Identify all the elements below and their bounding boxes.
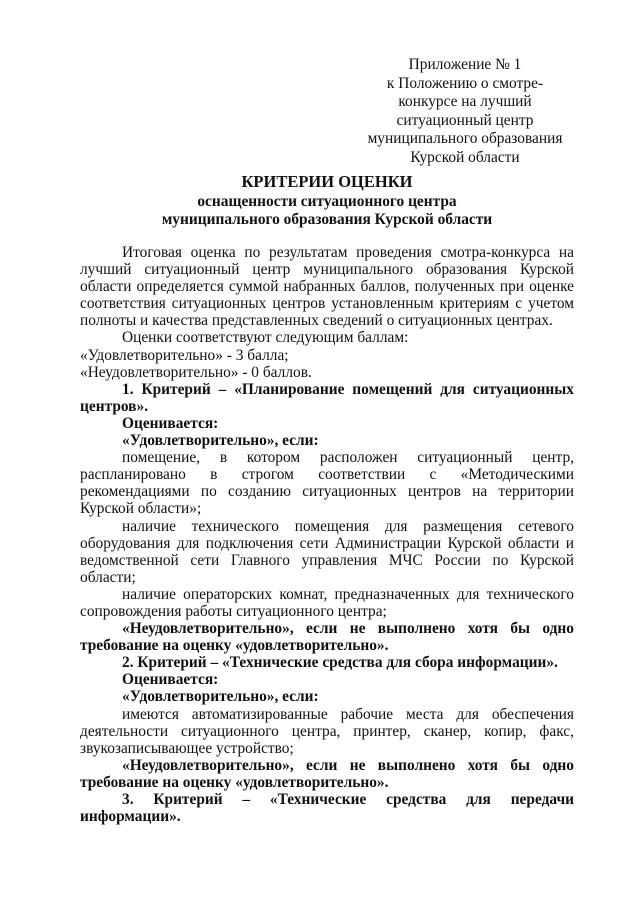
criterion-1-item: наличие операторских комнат, предназначенных для технического сопровождения работы ситуационного центра; (80, 585, 574, 620)
unsatisfactory-if-text: «Неудовлетворительно», если не выполнено хотя бы одно требование на оценку «удовлетворительно». (80, 756, 574, 791)
appendix-block (360, 56, 570, 168)
scores-intro: Оценки соответствуют следующим баллам: (122, 329, 409, 347)
document-subtitle-line2: муниципального образования Курской области (161, 211, 493, 228)
appendix-line: Приложение № 1 (408, 56, 522, 73)
score-unsatisfactory: «Неудовлетворительно» - 0 баллов. (80, 363, 312, 381)
document-subtitle: оснащенности ситуационного центра (197, 193, 457, 210)
criterion-3-title: 3. Критерий – «Технические средства для передачи информации». (80, 791, 574, 826)
satisfactory-if-label: «Удовлетворительно», если: (122, 432, 319, 450)
intro-paragraph: Итоговая оценка по результатам проведения смотра-конкурса на лучший ситуационный центр муниципального образования Курской области определяется суммой набранных баллов, полученных при оценке соответствия ситуационных центров установленным критериям с учетом полноты и качества представленных сведений о ситуационных центрах. (80, 244, 574, 330)
criterion-1-title: 1. Критерий – «Планирование помещений для ситуационных центров». (80, 380, 574, 415)
evaluated-label: Оценивается: (122, 414, 219, 432)
score-satisfactory: «Удовлетворительно» - 3 балла; (80, 346, 289, 364)
appendix-line: к Положению о смотре- (386, 74, 544, 92)
unsatisfactory-if-text: «Неудовлетворительно», если не выполнено хотя бы одно требование на оценку «удовлетворительно». (80, 620, 574, 655)
document-body (80, 244, 574, 825)
document-title: КРИТЕРИИ ОЦЕНКИ (241, 172, 413, 191)
criterion-2-item: имеются автоматизированные рабочие места для обеспечения деятельности ситуационного центра, принтер, сканер, копир, факс, звукозаписывающее устройство; (80, 705, 574, 757)
criterion-2-title: 2. Критерий – «Технические средства для сбора информации». (122, 654, 558, 672)
evaluated-label: Оценивается: (122, 671, 219, 689)
appendix-line: ситуационный центр (396, 111, 534, 129)
appendix-line: Курской области (410, 148, 520, 166)
criterion-1-item: наличие технического помещения для размещения сетевого оборудования для подключения сети Администрации Курской области и ведомственной сети Главного управления МЧС России по Курской области; (80, 517, 574, 586)
satisfactory-if-label: «Удовлетворительно», если: (122, 688, 319, 706)
appendix-line: конкурсе на лучший (398, 93, 532, 111)
appendix-line: муниципального образования (367, 130, 563, 148)
criterion-1-item: помещение, в котором расположен ситуационный центр, распланировано в строгом соответствии с «Методическими рекомендациями по созданию ситуационных центров на территории Курской области»; (80, 449, 574, 518)
